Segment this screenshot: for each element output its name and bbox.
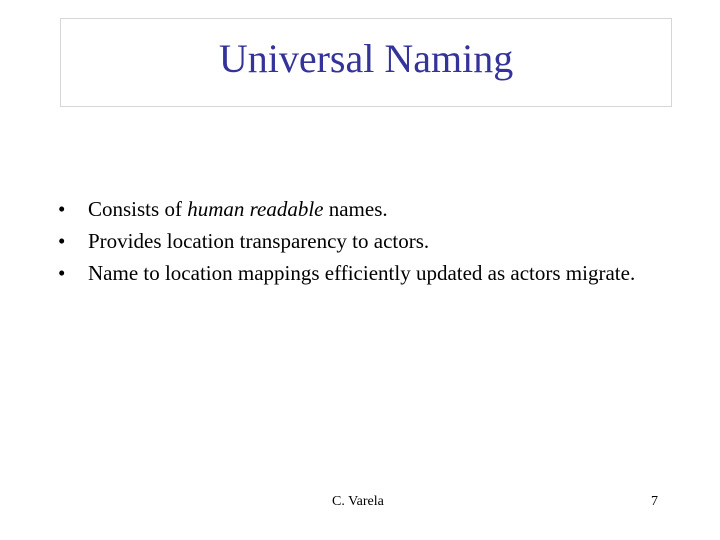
bullet-text-after: names. <box>323 197 388 221</box>
footer-author: C. Varela <box>332 494 384 509</box>
bullet-text <box>88 257 678 289</box>
bullet-icon: • <box>58 197 66 221</box>
bullet-item <box>58 193 678 225</box>
bullet-item <box>58 225 678 257</box>
slide-title: Universal Naming <box>218 35 514 81</box>
page-number: 7 <box>651 494 658 509</box>
bullet-list <box>58 193 678 289</box>
bullet-text-before: Name to location mappings efficiently updated as actors migrate. <box>88 261 636 285</box>
title-box <box>60 18 672 107</box>
bullet-text <box>88 193 678 225</box>
bullet-item <box>58 257 678 289</box>
bullet-text-before: Consists of <box>88 197 188 221</box>
bullet-text <box>88 225 678 257</box>
bullet-icon: • <box>58 229 66 253</box>
bullet-text-italic: human readable <box>187 197 324 221</box>
bullet-text-before: Provides location transparency to actors. <box>88 229 430 253</box>
bullet-icon: • <box>58 261 66 285</box>
